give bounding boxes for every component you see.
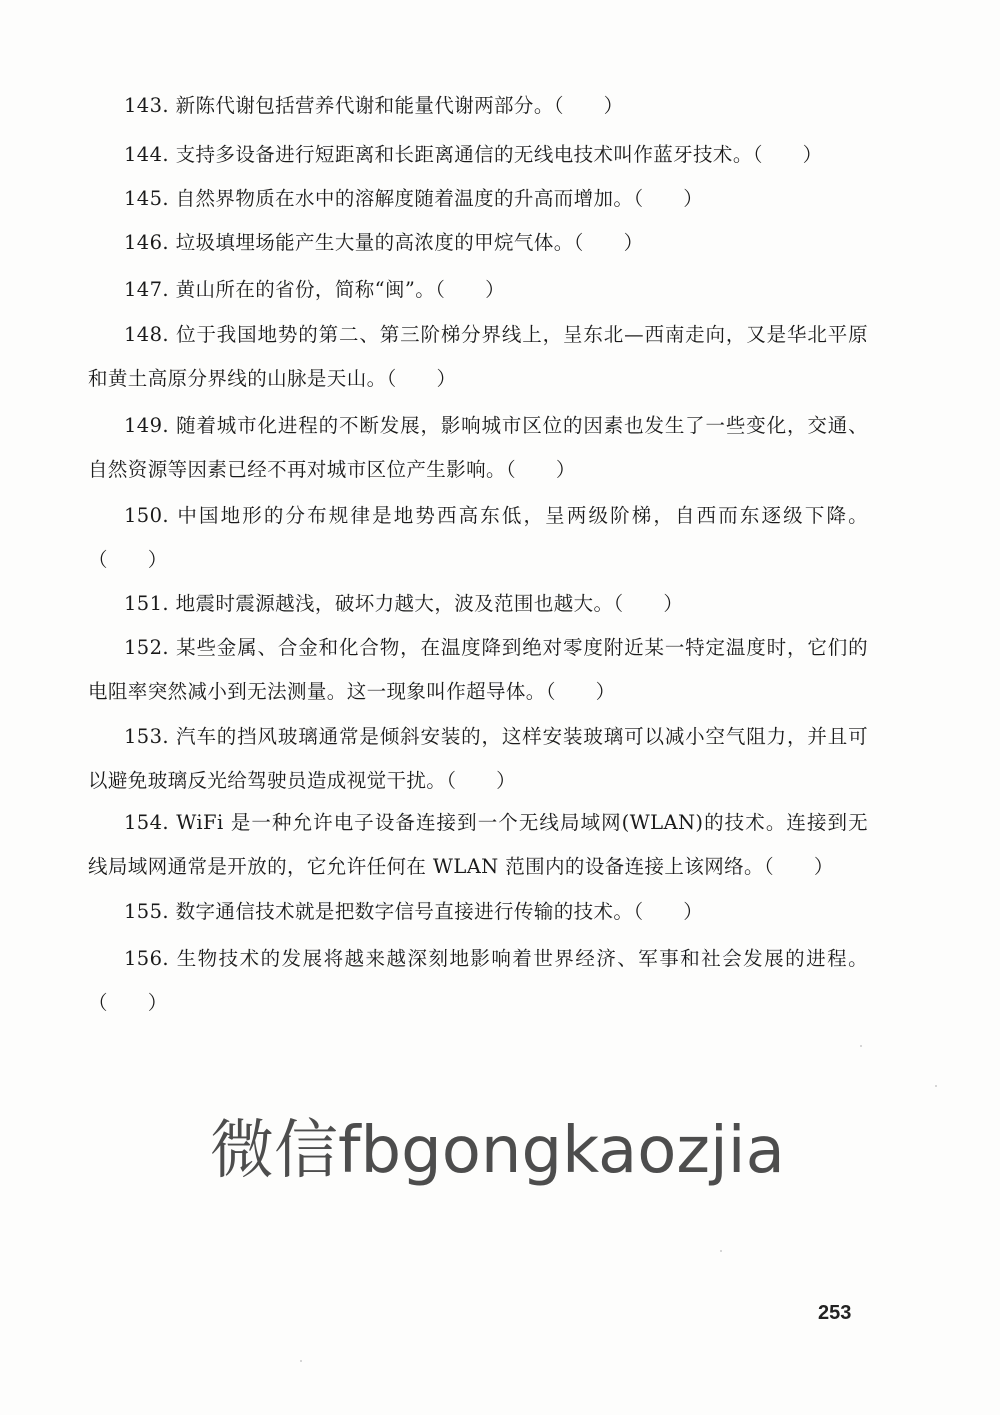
question-147: 147. 黄山所在的省份，简称“闽”。（ ） [124, 278, 506, 301]
question-156: 156. 生物技术的发展将越来越深刻地影响着世界经济、军事和社会发展的进程。（ ） [88, 947, 868, 1014]
question-144: 144. 支持多设备进行短距离和长距离通信的无线电技术叫作蓝牙技术。（ ） [124, 143, 823, 166]
question-150: 150. 中国地形的分布规律是地势西高东低，呈两级阶梯，自西而东逐级下降。（ ） [88, 504, 868, 571]
scan-speck [860, 1045, 862, 1047]
scan-speck [720, 1250, 722, 1252]
question-153: 153. 汽车的挡风玻璃通常是倾斜安装的，这样安装玻璃可以减小空气阻力，并且可以避免玻璃反光给驾驶员造成视觉干扰。（ ） [88, 725, 868, 792]
question-154: 154. WiFi 是一种允许电子设备连接到一个无线局域网(WLAN)的技术。连接到无线局域网通常是开放的，它允许任何在 WLAN 范围内的设备连接上该网络。（ ） [88, 811, 868, 878]
page-number: 253 [818, 1302, 852, 1324]
watermark-text: 微信fbgongkaozjia [210, 1114, 785, 1188]
question-149: 149. 随着城市化进程的不断发展，影响城市区位的因素也发生了一些变化，交通、自然资源等因素已经不再对城市区位产生影响。（ ） [88, 414, 868, 481]
scan-speck [300, 1360, 302, 1362]
question-143: 143. 新陈代谢包括营养代谢和能量代谢两部分。（ ） [124, 94, 624, 117]
question-151: 151. 地震时震源越浅，破坏力越大，波及范围也越大。（ ） [124, 592, 684, 615]
question-152: 152. 某些金属、合金和化合物，在温度降到绝对零度附近某一特定温度时，它们的电阻率突然减小到无法测量。这一现象叫作超导体。（ ） [88, 636, 868, 703]
question-155: 155. 数字通信技术就是把数字信号直接进行传输的技术。（ ） [124, 900, 704, 923]
question-145: 145. 自然界物质在水中的溶解度随着温度的升高而增加。（ ） [124, 187, 704, 210]
question-146: 146. 垃圾填埋场能产生大量的高浓度的甲烷气体。（ ） [124, 231, 644, 254]
question-148: 148. 位于我国地势的第二、第三阶梯分界线上，呈东北—西南走向，又是华北平原和黄土高原分界线的山脉是天山。（ ） [88, 323, 868, 390]
scan-speck [935, 1085, 937, 1087]
